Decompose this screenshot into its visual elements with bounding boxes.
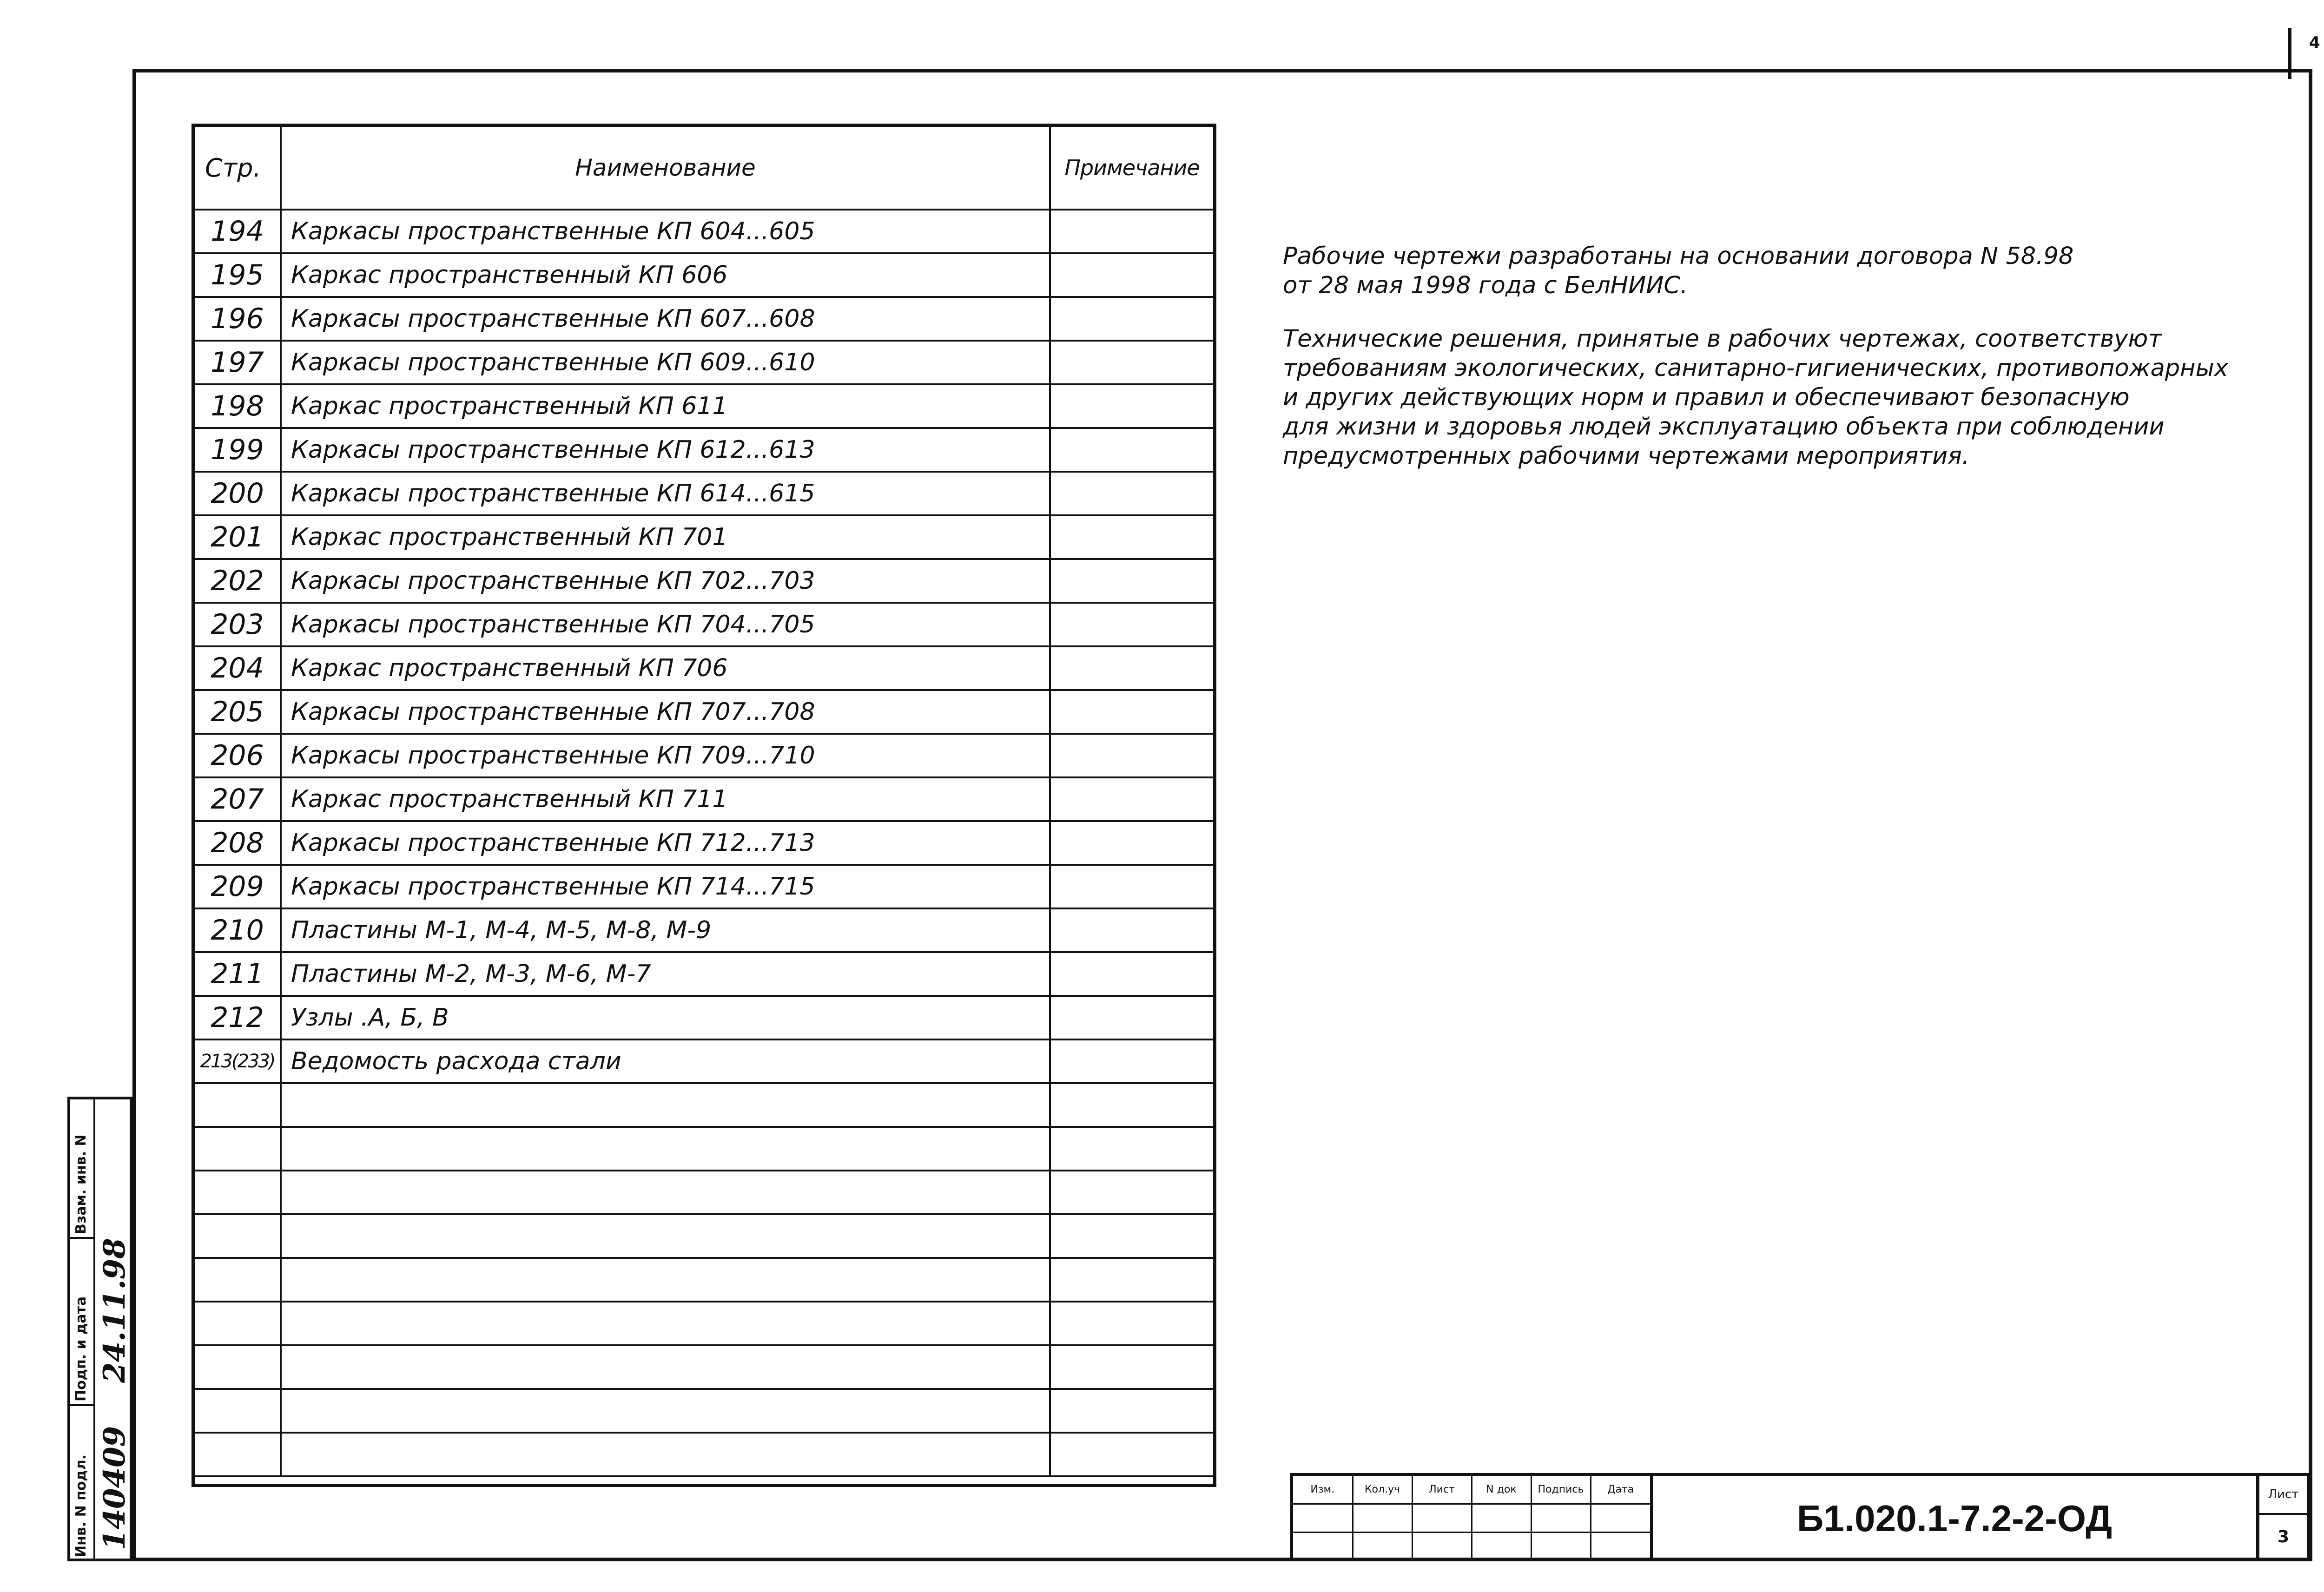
row-page: 202	[195, 559, 281, 603]
row-note	[1050, 210, 1213, 253]
contents-header-row	[195, 127, 1213, 210]
contents-row-empty	[195, 1433, 1213, 1476]
note-compliance: Технические решения, принятые в рабочих чертежах, соответствуют требованиям экологических, санитарно-гигиенических, противопожарных и других действующих норм и правил и обеспечивают безопасную для жизни и здоровья людей эксплуатацию объекта при соблюдении предусмотренных рабочими чертежами мероприятия.	[1283, 325, 2228, 470]
row-name: Каркасы пространственные КП 714...715	[281, 865, 1050, 908]
rev-header-signature: Подпись	[1531, 1476, 1591, 1504]
row-note	[1050, 603, 1213, 646]
side-label-sign-date: Подп. и дата	[73, 1296, 89, 1401]
row-page: 203	[195, 603, 281, 646]
row-name: Каркасы пространственные КП 709...710	[281, 734, 1050, 777]
row-page: 211	[195, 952, 281, 996]
row-note	[1050, 690, 1213, 734]
contents-row-empty	[195, 1389, 1213, 1433]
header-note: Примечание	[1050, 127, 1213, 210]
rev-header-date: Дата	[1591, 1476, 1650, 1504]
row-note	[1050, 559, 1213, 603]
row-name: Узлы .А, Б, В	[281, 996, 1050, 1039]
row-name: Каркасы пространственные КП 609...610	[281, 341, 1050, 384]
contents-row	[195, 210, 1213, 253]
side-label-cell	[70, 1406, 93, 1564]
document-code-cell	[1650, 1473, 2259, 1561]
row-page: 199	[195, 428, 281, 472]
row-name: Каркасы пространственные КП 607...608	[281, 297, 1050, 341]
row-name: Каркасы пространственные КП 712...713	[281, 821, 1050, 865]
contents-row	[195, 603, 1213, 646]
side-label-replaced-inv: Взам. инв. N	[73, 1134, 89, 1234]
row-name: Пластины М-2, М-3, М-6, М-7	[281, 952, 1050, 996]
contents-row-empty	[195, 1083, 1213, 1127]
page-corner-number: 4	[2309, 33, 2320, 52]
row-page: 208	[195, 821, 281, 865]
contents-row	[195, 384, 1213, 428]
side-stamp-labels	[70, 1099, 95, 1559]
row-page: 198	[195, 384, 281, 428]
row-note	[1050, 646, 1213, 690]
rev-header-sheet: Лист	[1412, 1476, 1472, 1504]
row-note	[1050, 297, 1213, 341]
row-page: 194	[195, 210, 281, 253]
row-note	[1050, 253, 1213, 297]
row-name: Каркасы пространственные КП 702...703	[281, 559, 1050, 603]
row-name: Каркас пространственный КП 611	[281, 384, 1050, 428]
row-name: Каркас пространственный КП 701	[281, 515, 1050, 559]
contents-row	[195, 821, 1213, 865]
contents-row	[195, 777, 1213, 821]
row-note	[1050, 908, 1213, 952]
contents-row	[195, 1039, 1213, 1083]
row-name: Каркасы пространственные КП 704...705	[281, 603, 1050, 646]
contents-row-empty	[195, 1258, 1213, 1302]
row-name: Каркасы пространственные КП 614...615	[281, 472, 1050, 515]
row-note	[1050, 821, 1213, 865]
row-note	[1050, 472, 1213, 515]
contents-row	[195, 865, 1213, 908]
row-note	[1050, 734, 1213, 777]
document-code: Б1.020.1-7.2-2-ОД	[1796, 1498, 2113, 1539]
contents-row-empty	[195, 1302, 1213, 1345]
general-notes	[1283, 242, 2259, 495]
row-page: 213(233)	[195, 1039, 281, 1083]
contents-row	[195, 908, 1213, 952]
side-label-cell	[70, 1239, 93, 1406]
row-name: Каркасы пространственные КП 604...605	[281, 210, 1050, 253]
row-page: 200	[195, 472, 281, 515]
row-note	[1050, 341, 1213, 384]
contents-row	[195, 472, 1213, 515]
rev-header-doc: N док	[1472, 1476, 1531, 1504]
row-page: 210	[195, 908, 281, 952]
contents-row	[195, 559, 1213, 603]
contents-row	[195, 515, 1213, 559]
row-note	[1050, 865, 1213, 908]
contents-row-empty	[195, 1127, 1213, 1171]
contents-table	[191, 124, 1216, 1487]
row-page: 207	[195, 777, 281, 821]
side-label-inv-number: Инв. N подл.	[73, 1454, 89, 1557]
row-name: Каркас пространственный КП 711	[281, 777, 1050, 821]
side-value-sign-date: 24.11.98	[97, 1238, 132, 1383]
row-note	[1050, 428, 1213, 472]
sheet-label: Лист	[2259, 1476, 2307, 1515]
header-page: Стр.	[195, 127, 281, 210]
contents-row	[195, 734, 1213, 777]
row-note	[1050, 777, 1213, 821]
row-note	[1050, 996, 1213, 1039]
revision-table	[1290, 1473, 1653, 1561]
contents-row	[195, 341, 1213, 384]
side-stamp	[67, 1097, 132, 1561]
row-page: 204	[195, 646, 281, 690]
row-name: Ведомость расхода стали	[281, 1039, 1050, 1083]
row-page: 201	[195, 515, 281, 559]
row-page: 197	[195, 341, 281, 384]
contents-row	[195, 646, 1213, 690]
row-note	[1050, 515, 1213, 559]
contents-row-empty	[195, 1214, 1213, 1258]
row-name: Каркасы пространственные КП 612...613	[281, 428, 1050, 472]
row-page: 206	[195, 734, 281, 777]
contents-row-empty	[195, 1171, 1213, 1214]
contents-row	[195, 996, 1213, 1039]
row-page: 209	[195, 865, 281, 908]
row-name: Пластины М-1, М-4, М-5, М-8, М-9	[281, 908, 1050, 952]
row-name: Каркасы пространственные КП 707...708	[281, 690, 1050, 734]
row-page: 205	[195, 690, 281, 734]
note-contract: Рабочие чертежи разработаны на основании договора N 58.98 от 28 мая 1998 года с БелНИИС.	[1283, 243, 2074, 299]
contents-row	[195, 297, 1213, 341]
row-page: 195	[195, 253, 281, 297]
rev-header-change: Изм.	[1293, 1476, 1353, 1504]
side-value-inv-number: 140409	[97, 1426, 132, 1550]
row-note	[1050, 384, 1213, 428]
row-page: 212	[195, 996, 281, 1039]
side-label-cell	[70, 1099, 93, 1239]
row-note	[1050, 1039, 1213, 1083]
row-name: Каркас пространственный КП 706	[281, 646, 1050, 690]
sheet-cell	[2257, 1473, 2310, 1561]
row-page: 196	[195, 297, 281, 341]
row-note	[1050, 952, 1213, 996]
rev-header-count: Кол.уч	[1353, 1476, 1412, 1504]
contents-row	[195, 428, 1213, 472]
contents-row-empty	[195, 1345, 1213, 1389]
sheet-number: 3	[2277, 1527, 2290, 1546]
contents-row	[195, 952, 1213, 996]
row-name: Каркас пространственный КП 606	[281, 253, 1050, 297]
contents-row	[195, 690, 1213, 734]
header-name: Наименование	[281, 127, 1050, 210]
contents-row	[195, 253, 1213, 297]
